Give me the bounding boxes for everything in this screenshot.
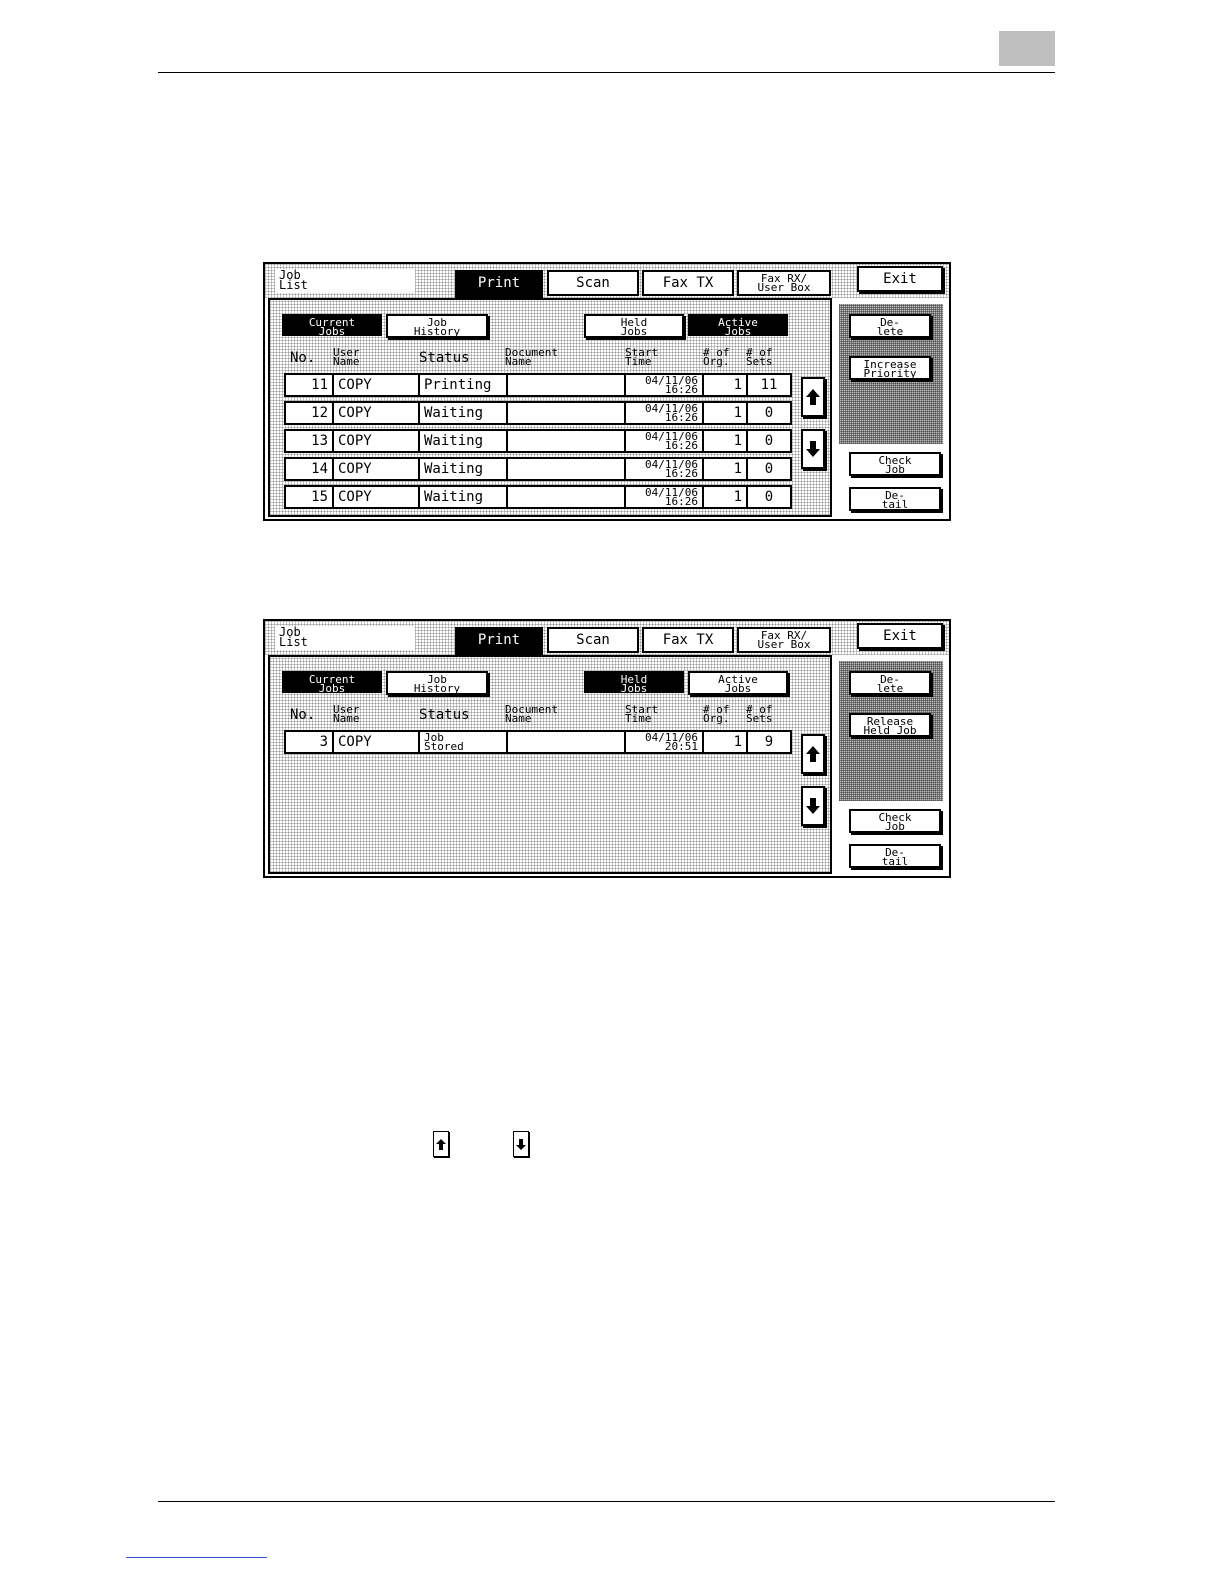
down-arrow-icon <box>806 441 820 457</box>
scroll-up-button[interactable] <box>801 734 825 774</box>
cell-sets: 0 <box>746 431 790 451</box>
cell-document <box>506 431 624 451</box>
cell-document <box>506 732 624 752</box>
tab-scan[interactable]: Scan <box>547 627 639 653</box>
cell-originals: 1 <box>702 375 746 395</box>
cell-start-time: 04/11/06 20:51 <box>624 732 702 752</box>
tab-fax-tx[interactable]: Fax TX <box>642 270 734 296</box>
cell-user: COPY <box>332 459 418 479</box>
cell-status: Waiting <box>418 431 506 451</box>
cell-user: COPY <box>332 375 418 395</box>
cell-document <box>506 459 624 479</box>
cell-document <box>506 487 624 507</box>
delete-button[interactable]: De- lete <box>849 314 931 338</box>
header-num-originals: # of Org. <box>703 703 730 725</box>
header-user-name: User Name <box>333 346 360 368</box>
footer-rule <box>158 1501 1055 1502</box>
cell-status: Waiting <box>418 459 506 479</box>
cell-user: COPY <box>332 732 418 752</box>
scroll-down-button[interactable] <box>801 429 825 469</box>
tab-fax-tx[interactable]: Fax TX <box>642 627 734 653</box>
check-job-button[interactable]: Check Job <box>849 452 941 476</box>
header-document-name: Document Name <box>505 703 558 725</box>
cell-originals: 1 <box>702 459 746 479</box>
exit-button[interactable]: Exit <box>857 266 943 292</box>
cell-originals: 1 <box>702 403 746 423</box>
job-list-panel-active-jobs <box>263 262 951 521</box>
cell-status: Printing <box>418 375 506 395</box>
chapter-tab <box>999 31 1055 66</box>
header-rule <box>158 72 1055 73</box>
cell-start-time: 04/11/06 16:26 <box>624 431 702 451</box>
delete-button[interactable]: De- lete <box>849 671 931 695</box>
cell-no: 3 <box>319 734 328 750</box>
header-no: No. <box>290 350 316 366</box>
cell-sets: 0 <box>746 487 790 507</box>
top-bar <box>265 264 949 298</box>
scroll-down-button[interactable] <box>801 786 825 826</box>
release-held-job-button[interactable]: Release Held Job <box>849 713 931 737</box>
table-row[interactable] <box>284 485 792 509</box>
top-bar <box>265 621 949 655</box>
header-document-name: Document Name <box>505 346 558 368</box>
table-row[interactable] <box>284 457 792 481</box>
cell-document <box>506 403 624 423</box>
cell-sets: 9 <box>746 732 790 752</box>
job-history-button[interactable]: Job History <box>386 671 488 695</box>
cell-sets: 0 <box>746 459 790 479</box>
held-jobs-button[interactable]: Held Jobs <box>584 314 684 338</box>
header-start-time: Start Time <box>625 346 659 368</box>
cell-start-time: 04/11/06 16:26 <box>624 403 702 423</box>
tab-fax-rx-user-box[interactable]: Fax RX/ User Box <box>737 270 831 296</box>
cell-no: 11 <box>311 377 328 393</box>
job-list-panel-held-jobs <box>263 619 951 878</box>
cell-document <box>506 375 624 395</box>
screen-title: Job List <box>275 626 415 650</box>
cell-originals: 1 <box>702 431 746 451</box>
detail-button[interactable]: De- tail <box>849 487 941 511</box>
header-status: Status <box>419 350 470 366</box>
cell-originals: 1 <box>702 487 746 507</box>
cell-start-time: 04/11/06 16:26 <box>624 459 702 479</box>
scroll-up-button[interactable] <box>801 377 825 417</box>
down-arrow-icon <box>806 798 820 814</box>
cell-sets: 0 <box>746 403 790 423</box>
tab-fax-rx-user-box[interactable]: Fax RX/ User Box <box>737 627 831 653</box>
increase-priority-button[interactable]: Increase Priority <box>849 356 931 380</box>
active-jobs-button[interactable]: Active Jobs <box>688 314 788 336</box>
exit-button[interactable]: Exit <box>857 623 943 649</box>
footer-link-underline <box>126 1557 267 1558</box>
cell-user: COPY <box>332 487 418 507</box>
tab-scan[interactable]: Scan <box>547 270 639 296</box>
table-row[interactable] <box>284 730 792 754</box>
cell-start-time: 04/11/06 16:26 <box>624 375 702 395</box>
screen-title: Job List <box>275 269 415 293</box>
header-num-sets: # of Sets <box>746 346 773 368</box>
table-row[interactable] <box>284 401 792 425</box>
header-num-sets: # of Sets <box>746 703 773 725</box>
active-jobs-button[interactable]: Active Jobs <box>688 671 788 695</box>
up-arrow-icon <box>806 746 820 762</box>
tab-print[interactable]: Print <box>455 270 543 298</box>
check-job-button[interactable]: Check Job <box>849 809 941 833</box>
detail-button[interactable]: De- tail <box>849 844 941 868</box>
up-arrow-icon <box>806 389 820 405</box>
cell-status: Job Stored <box>418 732 506 752</box>
cell-sets: 11 <box>746 375 790 395</box>
cell-user: COPY <box>332 431 418 451</box>
cell-no: 15 <box>311 489 328 505</box>
cell-status: Waiting <box>418 487 506 507</box>
cell-no: 13 <box>311 433 328 449</box>
down-arrow-icon <box>513 1131 529 1157</box>
cell-originals: 1 <box>702 732 746 752</box>
current-jobs-button[interactable]: Current Jobs <box>282 314 382 336</box>
cell-user: COPY <box>332 403 418 423</box>
header-start-time: Start Time <box>625 703 659 725</box>
table-row[interactable] <box>284 429 792 453</box>
table-row[interactable] <box>284 373 792 397</box>
held-jobs-button[interactable]: Held Jobs <box>584 671 684 693</box>
current-jobs-button[interactable]: Current Jobs <box>282 671 382 693</box>
cell-status: Waiting <box>418 403 506 423</box>
header-num-originals: # of Org. <box>703 346 730 368</box>
job-history-button[interactable]: Job History <box>386 314 488 338</box>
tab-print[interactable]: Print <box>455 627 543 655</box>
job-list-area <box>268 298 832 517</box>
header-user-name: User Name <box>333 703 360 725</box>
header-status: Status <box>419 707 470 723</box>
up-arrow-icon <box>433 1131 449 1157</box>
header-no: No. <box>290 707 316 723</box>
cell-no: 14 <box>311 461 328 477</box>
cell-no: 12 <box>311 405 328 421</box>
cell-start-time: 04/11/06 16:26 <box>624 487 702 507</box>
job-list-area <box>268 655 832 874</box>
